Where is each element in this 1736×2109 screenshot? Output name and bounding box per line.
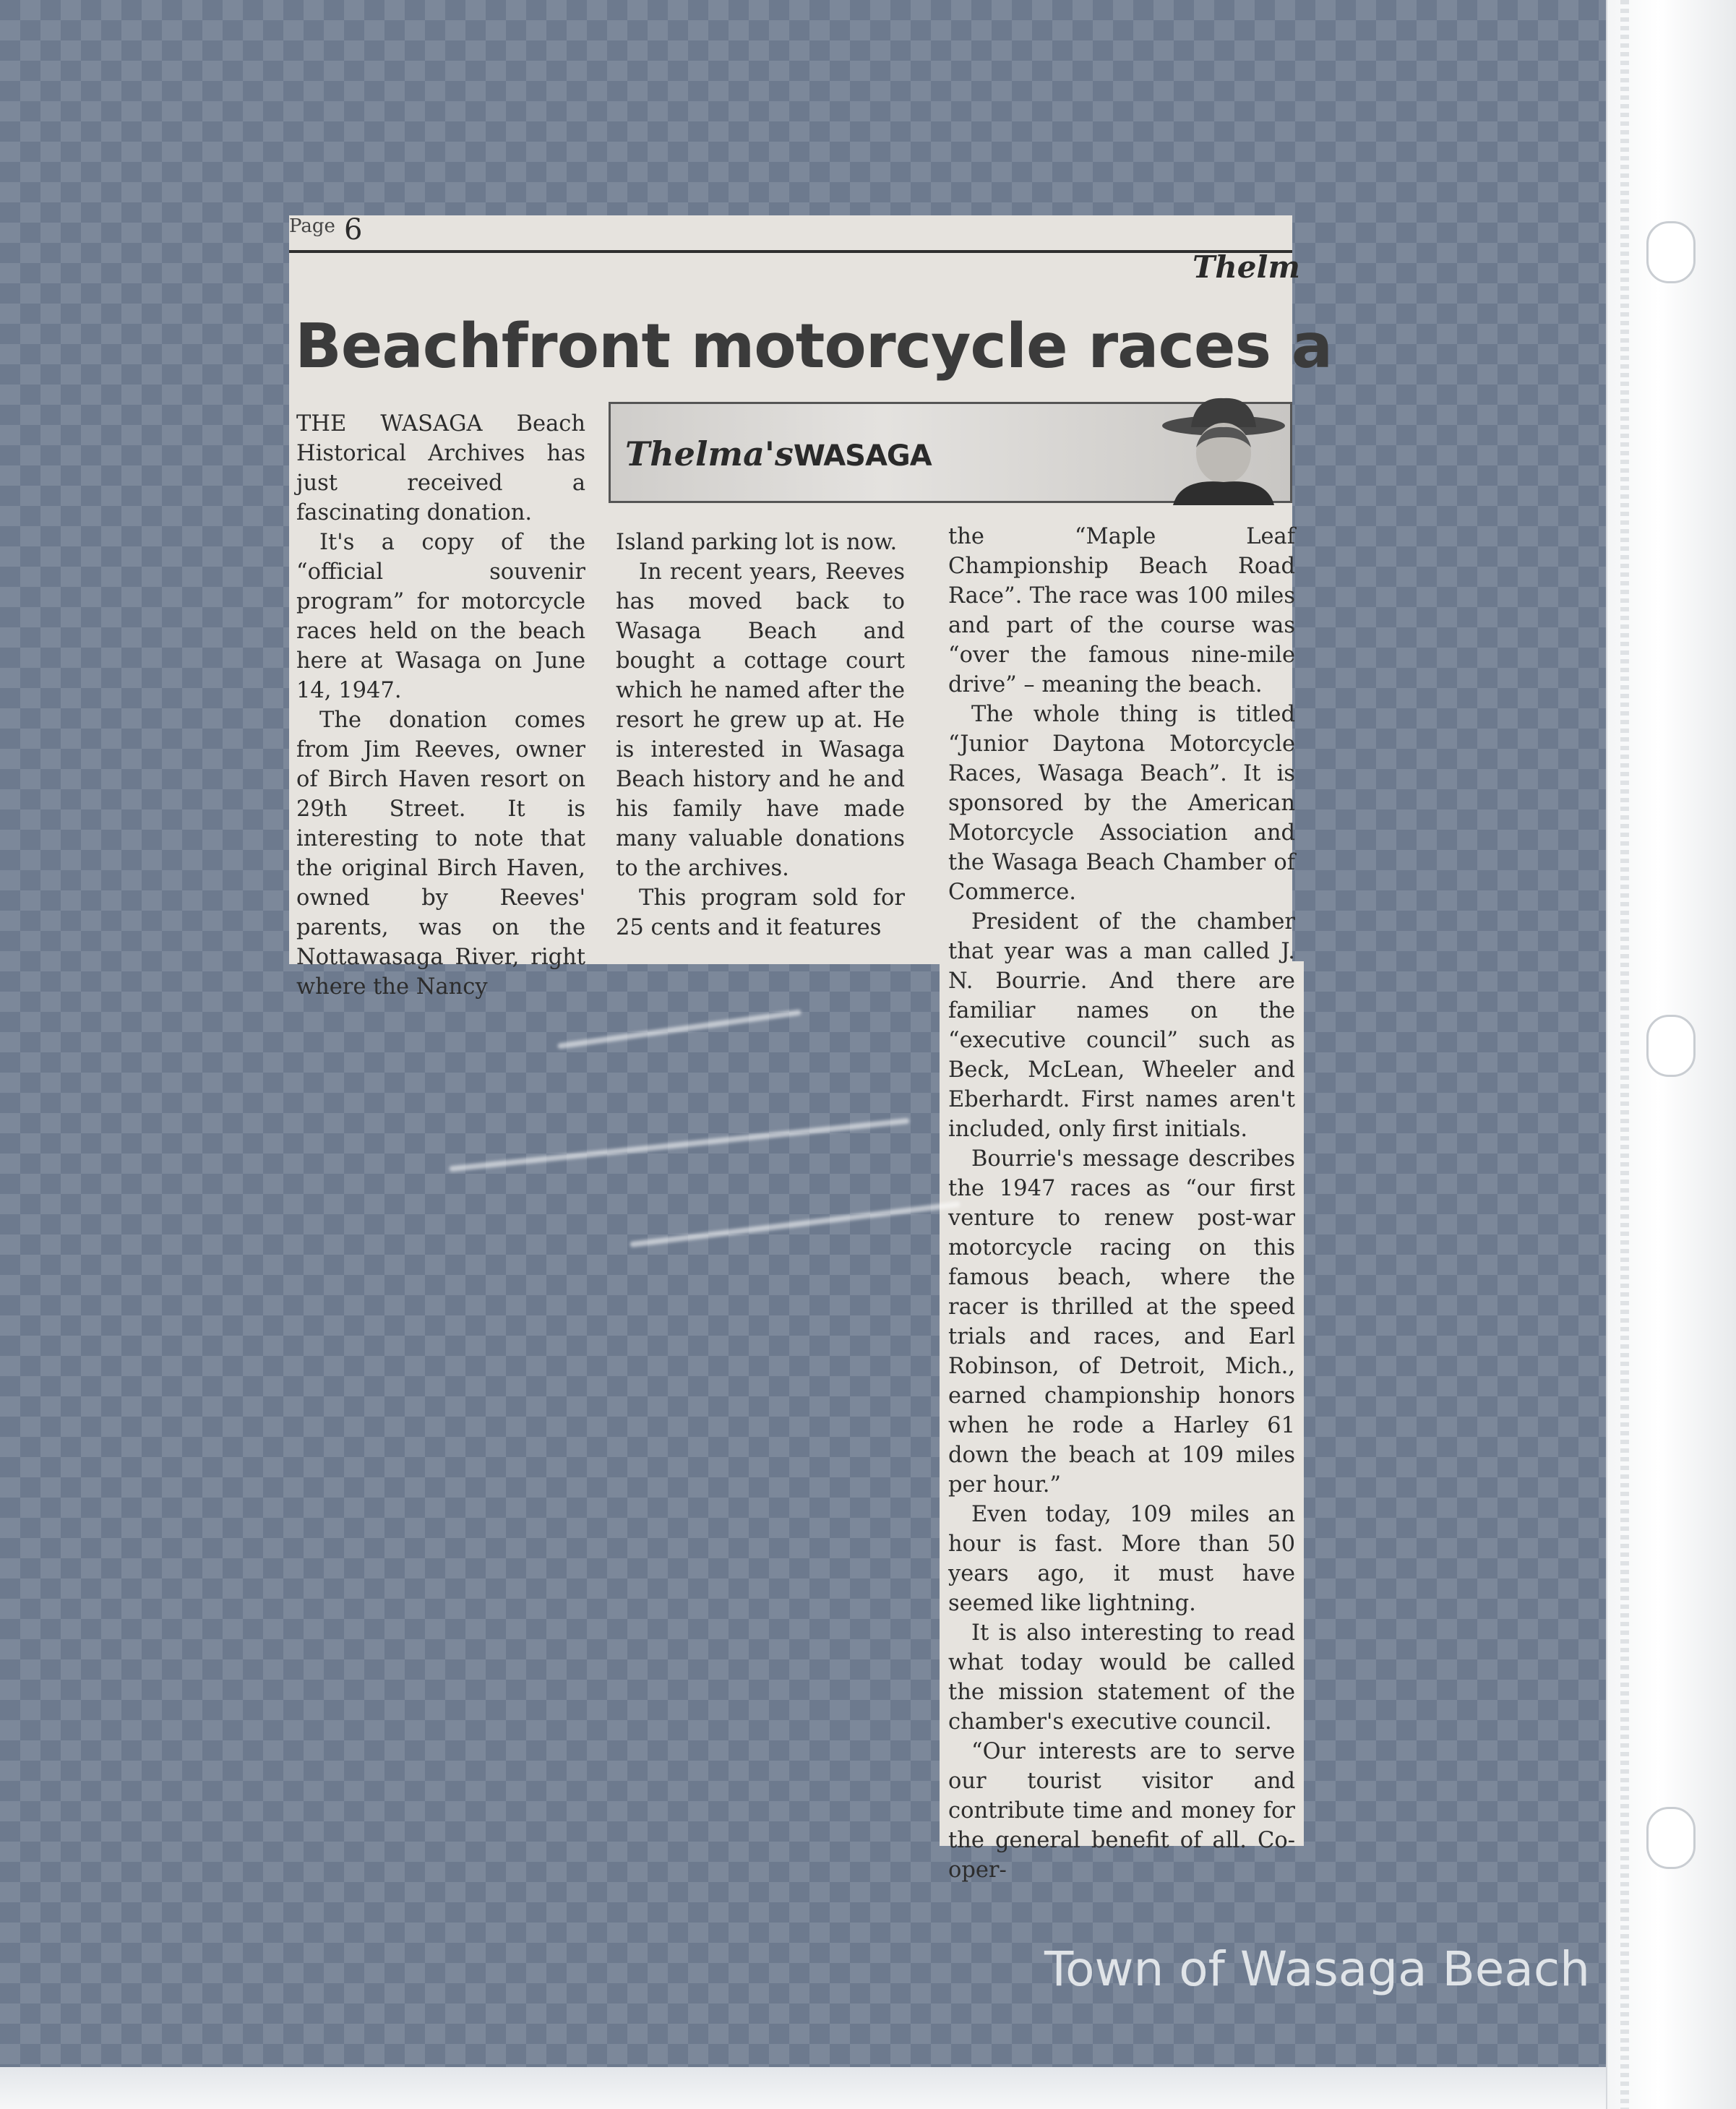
sheet-protector-seam [1620, 0, 1629, 2109]
paragraph: “Our interests are to serve our tourist visitor and contribute time and money for the general benefit of all. Co-oper- [948, 1739, 1295, 1883]
binder-hole-middle [1646, 1015, 1696, 1077]
paragraph: This program sold for 25 cents and it features [616, 885, 905, 940]
plastic-glare [557, 1009, 802, 1049]
article-column-3 [948, 522, 1295, 1883]
binder-hole-bottom [1646, 1807, 1696, 1869]
paragraph: Bourrie's message describes the 1947 races as “our first venture to renew post-war motorcycle racing on this famous beach, where the racer is thrilled at the speed trials and races, and Earl Robinson, of Detroit, Mich., earned championship honors when he rode a Harley 61 down the beach at 109 miles per hour.” [948, 1146, 1295, 1498]
column-tag: Thelm [1193, 249, 1300, 285]
sheet-bottom-edge [0, 2067, 1606, 2109]
plastic-glare [449, 1118, 909, 1172]
header-rule [289, 250, 1292, 253]
banner-title [625, 434, 932, 473]
paragraph: Island parking lot is now. [616, 530, 898, 555]
paragraph: In recent years, Reeves has moved back to Wasaga Beach and bought a cottage court which he named after the resort he grew up at. He is interested in Wasaga Beach history and he and his family have made many valuable donations to the archives. [616, 559, 905, 881]
column-banner [609, 402, 1292, 503]
paragraph: It's a copy of the “official souvenir program” for motorcycle races held on the beach here at Wasaga on June 14, 1947. [296, 530, 585, 703]
article-column-1 [296, 409, 585, 1000]
paragraph: the “Maple Leaf Championship Beach Road Race”. The race was 100 miles and part of the course was “over the famous nine-mile drive” – meaning the beach. [948, 524, 1295, 697]
banner-title-brand: WASAGA [793, 439, 932, 473]
columnist-portrait [1151, 397, 1296, 505]
paragraph: The whole thing is titled “Junior Daytona Motorcycle Races, Wasaga Beach”. It is sponsored by the American Motorcycle Association and the Wasaga Beach Chamber of Commerce. [948, 702, 1295, 905]
banner-title-script: Thelma's [625, 434, 794, 473]
page-label: Page [289, 215, 335, 237]
article-column-2 [616, 528, 905, 954]
watermark: Town of Wasaga Beach [1044, 1941, 1590, 1997]
paragraph: Even today, 109 miles an hour is fast. More than 50 years ago, it must have seemed like lightning. [948, 1502, 1295, 1616]
headline: Beachfront motorcycle races a [295, 311, 1333, 382]
binder-hole-top [1646, 221, 1696, 283]
paragraph: THE WASAGA Beach Historical Archives has just received a fascinating donation. [296, 411, 585, 525]
paragraph: It is also interesting to read what today would be called the mission statement of the chamber's executive council. [948, 1620, 1295, 1735]
plastic-glare [629, 1201, 961, 1247]
paragraph: President of the chamber that year was a man called J. N. Bourrie. And there are familiar names on the “executive council” such as Beck, McLean, Wheeler and Eberhardt. First names aren't included, only first initials. [948, 909, 1295, 1142]
page-number: 6 [344, 213, 363, 246]
paragraph: The donation comes from Jim Reeves, owner of Birch Haven resort on 29th Street. It is interesting to note that the original Birch Haven, owned by Reeves' parents, was on the Nottawasaga River, right where the Nancy [296, 708, 585, 1000]
